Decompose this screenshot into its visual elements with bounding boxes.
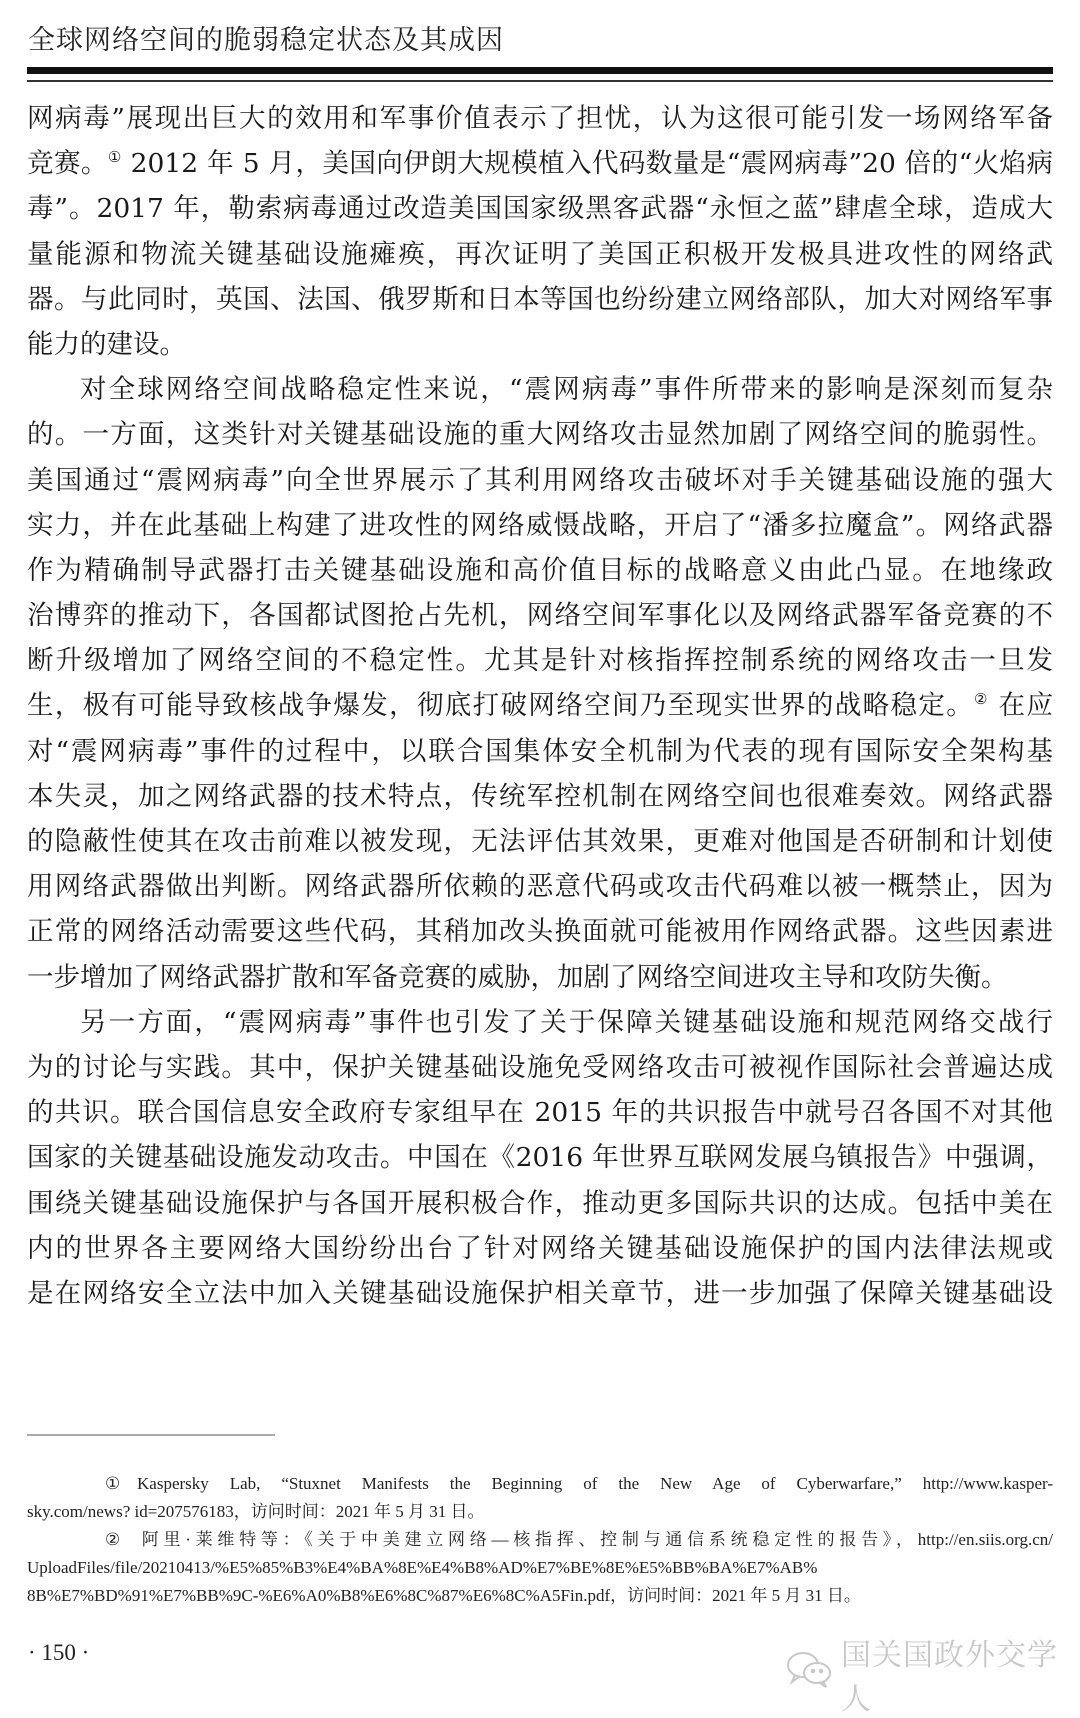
paragraph-2 [27, 367, 1053, 1000]
watermark [785, 1630, 1080, 1718]
text-line: 器。与此同时，英国、法国、俄罗斯和日本等国也纷纷建立网络部队，加大对网络军事 [27, 283, 1053, 315]
footnote-text: Kaspersky Lab, “Stuxnet Manifests the Beginning of the New Age of Cyberwarfare,” http://www.kasper- [137, 1474, 1053, 1493]
watermark-text: 国关国政外交学人 [841, 1638, 1058, 1717]
footnote-line: 8B%E7%BD%91%E7%BB%9C-%E6%A0%B8%E6%8C%87%E6%8C%A5Fin.pdf，访问时间：2021 年 5 月 31 日。 [27, 1586, 861, 1605]
page-number: · 150 · [28, 1640, 90, 1665]
text-line: 另一方面，“震网病毒”事件也引发了关于保障关键基础设施和规范网络交战行 [80, 1006, 1053, 1038]
text-line: 的共识。联合国信息安全政府专家组早在 2015 年的共识报告中就号召各国不对其他 [27, 1097, 1053, 1129]
footnote-separator [27, 1434, 275, 1436]
footnote-line [27, 1526, 1053, 1554]
text-fragment: 2012 年 5 月，美国向伊朗大规模植入代码数量是“震网病毒”20 倍的“火焰病 [121, 148, 1053, 180]
text-fragment: 生，极有可能导致核战争爆发，彻底打破网络空间乃至现实世界的战略稳定。 [27, 690, 975, 722]
footnote-2 [27, 1526, 1053, 1610]
text-line: 对“震网病毒”事件的过程中，以联合国集体安全机制为代表的现有国际安全架构基 [27, 735, 1053, 767]
text-line: 实力，并在此基础上构建了进攻性的网络威慑战略，开启了“潘多拉魔盒”。网络武器 [27, 509, 1053, 541]
text-line: 围绕关键基础设施保护与各国开展积极合作，推动更多国际共识的达成。包括中美在 [27, 1187, 1053, 1219]
text-line: 一步增加了网络武器扩散和军备竞赛的威胁，加剧了网络空间进攻主导和攻防失衡。 [27, 961, 1008, 993]
header-rule-thick [27, 67, 1053, 74]
footnote-marker: ② [105, 1530, 121, 1549]
text-line [27, 683, 1053, 728]
footnotes [27, 1470, 1053, 1610]
wechat-icon [785, 1649, 835, 1699]
footnote-line [27, 1470, 1053, 1498]
running-title: 全球网络空间的脆弱稳定状态及其成因 [28, 25, 504, 56]
footnote-ref-1[interactable]: ① [107, 148, 122, 167]
footnote-text: 阿里·莱维特等：《关于中美建立网络—核指挥、控制与通信系统稳定性的报告》，http://en.siis.org.cn/ [137, 1530, 1053, 1549]
text-line: 的。一方面，这类针对关键基础设施的重大网络攻击显然加剧了网络空间的脆弱性。 [27, 419, 1053, 451]
footnote-line: UploadFiles/file/20210413/%E5%85%B3%E4%BA%8E%E4%B8%AD%E7%BE%8E%E5%BB%BA%E7%AB% [27, 1558, 818, 1577]
footnote-1 [27, 1470, 1053, 1526]
text-line: 能力的建设。 [27, 328, 186, 360]
text-line: 量能源和物流关键基础设施瘫痪，再次证明了美国正积极开发极具进攻性的网络武 [27, 238, 1053, 270]
text-fragment: 在应 [988, 690, 1053, 722]
text-line: 用网络武器做出判断。网络武器所依赖的恶意代码或攻击代码难以被一概禁止，因为 [27, 871, 1053, 903]
footnote-ref-2[interactable]: ② [974, 690, 989, 709]
text-line: 正常的网络活动需要这些代码，其稍加改头换面就可能被用作网络武器。这些因素进 [27, 916, 1053, 948]
footnote-line: sky.com/news? id=207576183，访问时间：2021 年 5 月 31 日。 [27, 1502, 485, 1521]
text-line: 毒”。2017 年，勒索病毒通过改造美国国家级黑客武器“永恒之蓝”肆虐全球，造成大 [27, 193, 1053, 225]
text-line: 作为精确制导武器打击关键基础设施和高价值目标的战略意义由此凸显。在地缘政 [27, 554, 1053, 586]
header-rule-thin [27, 80, 1053, 82]
text-line: 是在网络安全立法中加入关键基础设施保护相关章节，进一步加强了保障关键基础设 [27, 1277, 1053, 1309]
text-line: 本失灵，加之网络武器的技术特点，传统军控机制在网络空间也很难奏效。网络武器 [27, 780, 1053, 812]
paragraph-1 [27, 96, 1053, 367]
text-line: 美国通过“震网病毒”向全世界展示了其利用网络攻击破坏对手关键基础设施的强大 [27, 464, 1053, 496]
text-line: 断升级增加了网络空间的不稳定性。尤其是针对核指挥控制系统的网络攻击一旦发 [27, 645, 1053, 677]
text-line: 内的世界各主要网络大国纷纷出台了针对网络关键基础设施保护的国内法律法规或 [27, 1232, 1053, 1264]
text-fragment: 竞赛。 [27, 148, 108, 180]
text-line: 国家的关键基础设施发动攻击。中国在《2016 年世界互联网发展乌镇报告》中强调， [27, 1142, 1053, 1174]
text-line: 为的讨论与实践。其中，保护关键基础设施免受网络攻击可被视作国际社会普遍达成 [27, 1051, 1053, 1083]
text-line [27, 141, 1053, 186]
body-text [27, 96, 1053, 1316]
text-line: 的隐蔽性使其在攻击前难以被发现，无法评估其效果，更难对他国是否研制和计划使 [27, 826, 1053, 857]
text-line: 治博弈的推动下，各国都试图抢占先机，网络空间军事化以及网络武器军备竞赛的不 [27, 600, 1053, 632]
text-line: 对全球网络空间战略稳定性来说，“震网病毒”事件所带来的影响是深刻而复杂 [80, 374, 1053, 406]
text-line: 网病毒”展现出巨大的效用和军事价值表示了担忧，认为这很可能引发一场网络军备 [27, 103, 1053, 134]
footnote-marker: ① [105, 1474, 121, 1493]
paragraph-3 [27, 1000, 1053, 1316]
